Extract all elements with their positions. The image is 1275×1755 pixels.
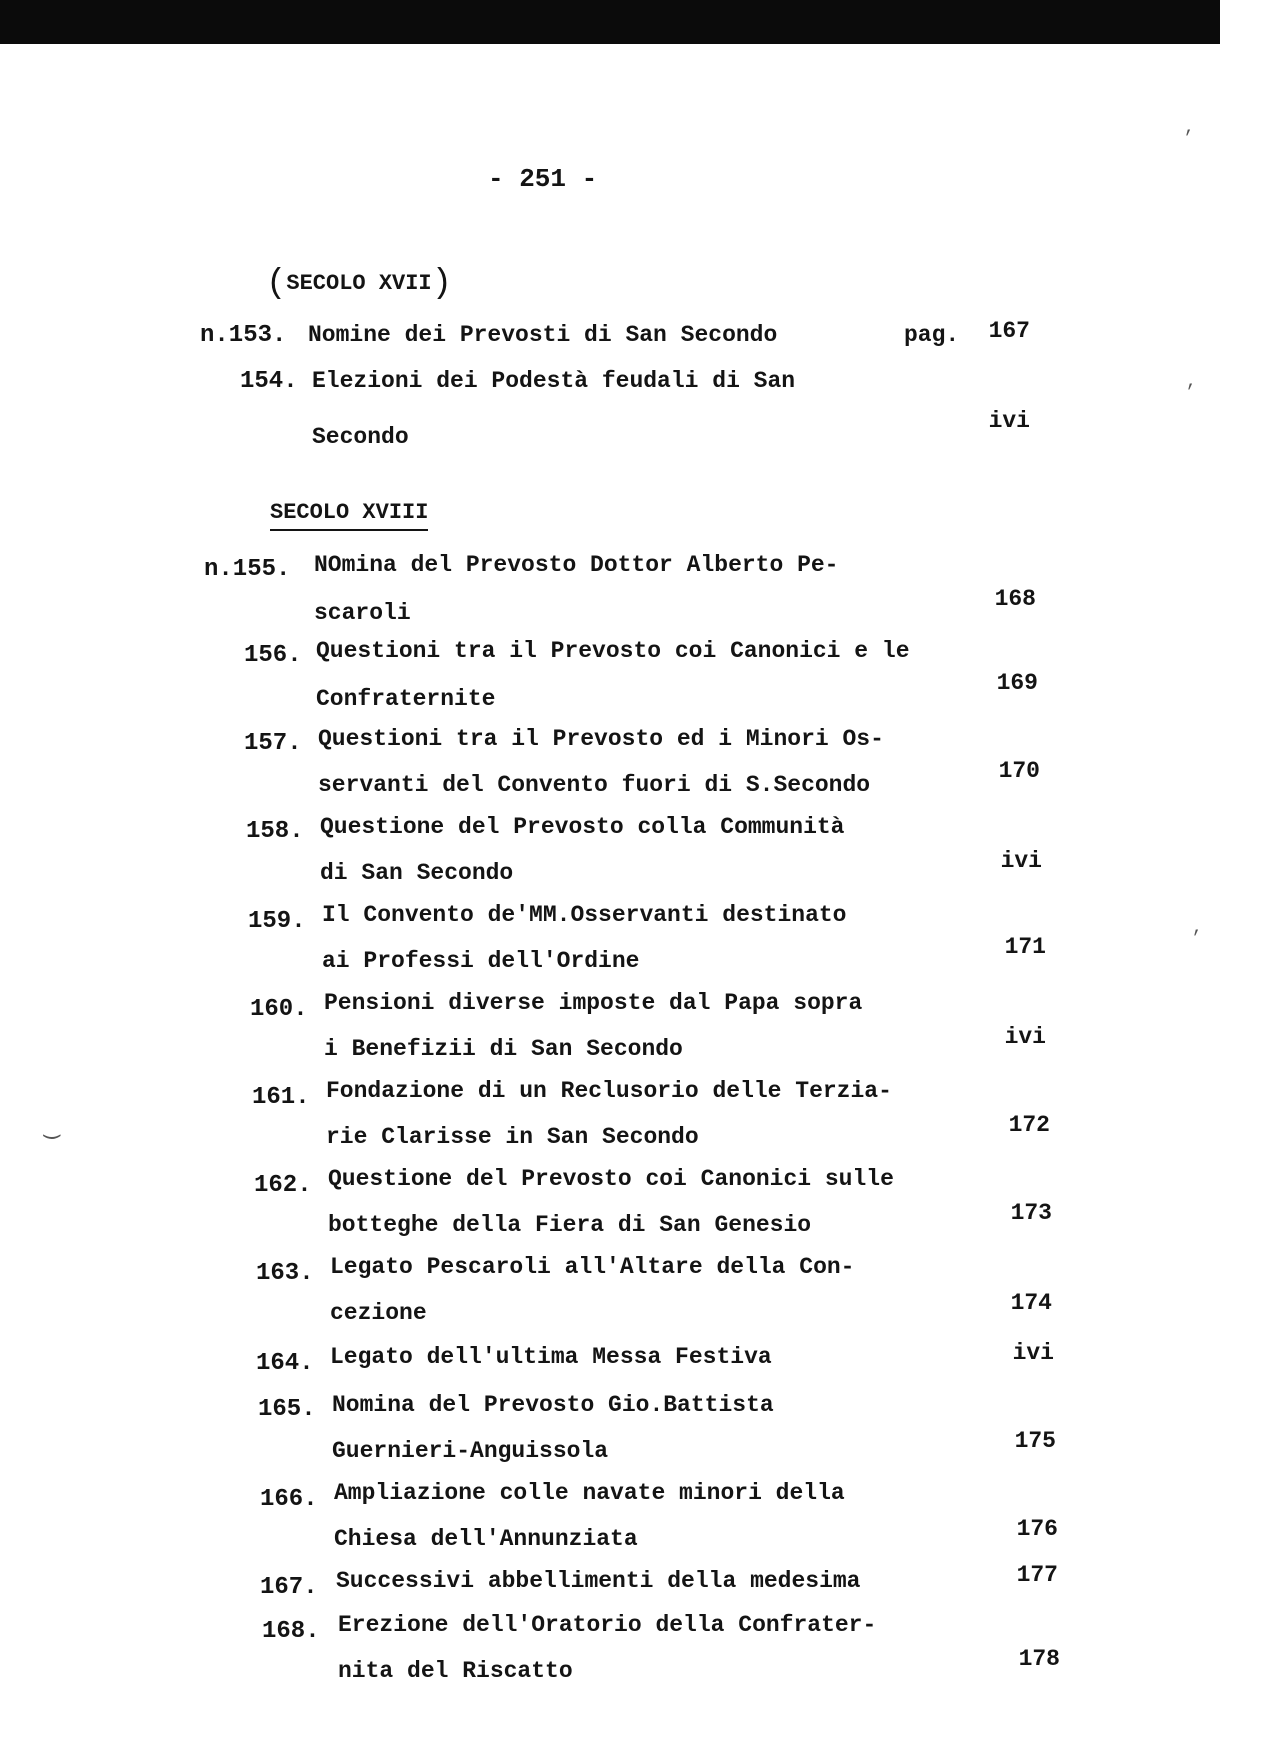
entry-title: Successivi abbellimenti della medesima — [336, 1568, 861, 1594]
entry-page: ivi — [1000, 848, 1042, 874]
entry-title: Erezione dell'Oratorio della Confrater- — [338, 1612, 877, 1638]
scan-speck: , — [1186, 372, 1197, 392]
entry-title-continuation: scaroli — [314, 600, 411, 626]
entry-page: 172 — [1008, 1112, 1050, 1138]
section-heading-xviii: SECOLO XVIII — [270, 500, 428, 531]
entry-title: Legato Pescaroli all'Altare della Con- — [330, 1254, 855, 1280]
entry-title-continuation: di San Secondo — [320, 860, 514, 886]
scan-top-border — [0, 0, 1220, 44]
entry-page: 168 — [994, 586, 1036, 612]
entry-number: 159. — [248, 908, 306, 935]
entry-title: Questioni tra il Prevosto coi Canonici e le — [316, 638, 910, 664]
entry-number: n.153. — [200, 322, 287, 349]
entry-page: 167 — [988, 318, 1030, 344]
entry-number: n.155. — [204, 556, 291, 583]
entry-title-continuation: nita del Riscatto — [338, 1658, 573, 1684]
entry-title: Legato dell'ultima Messa Festiva — [330, 1344, 772, 1370]
entry-title: Il Convento de'MM.Osservanti destinato — [322, 902, 847, 928]
entry-title: Pensioni diverse imposte dal Papa sopra — [324, 990, 863, 1016]
entry-title: Elezioni dei Podestà feudali di San — [312, 368, 796, 394]
entry-page: 169 — [996, 670, 1038, 696]
entry-number: 166. — [260, 1486, 318, 1513]
entry-title-continuation: ai Professi dell'Ordine — [322, 948, 640, 974]
entry-title-continuation: rie Clarisse in San Secondo — [326, 1124, 699, 1150]
entry-title-continuation: Guernieri-Anguissola — [332, 1438, 609, 1464]
page-label: pag. — [904, 322, 960, 348]
entry-title-continuation: servanti del Convento fuori di S.Secondo — [318, 772, 871, 798]
entry-number: 167. — [260, 1574, 318, 1601]
entry-number: 168. — [262, 1618, 320, 1645]
entry-number: 157. — [244, 730, 302, 757]
entry-number: 156. — [244, 642, 302, 669]
entry-page: 173 — [1010, 1200, 1052, 1226]
entry-title-continuation: Chiesa dell'Annunziata — [334, 1526, 638, 1552]
entry-title-continuation: Confraternite — [316, 686, 496, 712]
section-heading-xvii: (SECOLO XVII) — [266, 265, 453, 303]
entry-page: ivi — [988, 408, 1030, 434]
scan-speck: , — [1192, 918, 1203, 938]
entry-title: NOmina del Prevosto Dottor Alberto Pe- — [314, 552, 839, 578]
entry-number: 164. — [256, 1350, 314, 1377]
entry-number: 162. — [254, 1172, 312, 1199]
entry-number: 165. — [258, 1396, 316, 1423]
entry-title-continuation: botteghe della Fiera di San Genesio — [328, 1212, 812, 1238]
scan-speck: , — [1184, 118, 1195, 138]
entry-number: 154. — [240, 368, 298, 395]
entry-title: Nomina del Prevosto Gio.Battista — [332, 1392, 774, 1418]
entry-title: Questioni tra il Prevosto ed i Minori Os- — [318, 726, 884, 752]
entry-page: 171 — [1004, 934, 1046, 960]
page-number: - 251 - — [488, 164, 598, 194]
entry-number: 158. — [246, 818, 304, 845]
entry-page: 178 — [1018, 1646, 1060, 1672]
entry-page: ivi — [1004, 1024, 1046, 1050]
section-title: SECOLO XVII — [286, 271, 432, 296]
entry-title-continuation: i Benefizii di San Secondo — [324, 1036, 683, 1062]
scan-speck: ‿ — [44, 1111, 60, 1141]
entry-number: 160. — [250, 996, 308, 1023]
entry-title-continuation: Secondo — [312, 424, 409, 450]
entry-page: 174 — [1010, 1290, 1052, 1316]
entry-page: 176 — [1016, 1516, 1058, 1542]
entry-page: 177 — [1016, 1562, 1058, 1588]
entry-title-continuation: cezione — [330, 1300, 427, 1326]
entry-title: Ampliazione colle navate minori della — [334, 1480, 845, 1506]
entry-title: Questione del Prevosto coi Canonici sulle — [328, 1166, 894, 1192]
entry-number: 163. — [256, 1260, 314, 1287]
entry-title: Questione del Prevosto colla Communità — [320, 814, 845, 840]
entry-page: 170 — [998, 758, 1040, 784]
entry-page: 175 — [1014, 1428, 1056, 1454]
entry-page: ivi — [1012, 1340, 1054, 1366]
entry-title: Fondazione di un Reclusorio delle Terzia- — [326, 1078, 892, 1104]
entry-title: Nomine dei Prevosti di San Secondo — [308, 322, 778, 348]
entry-number: 161. — [252, 1084, 310, 1111]
